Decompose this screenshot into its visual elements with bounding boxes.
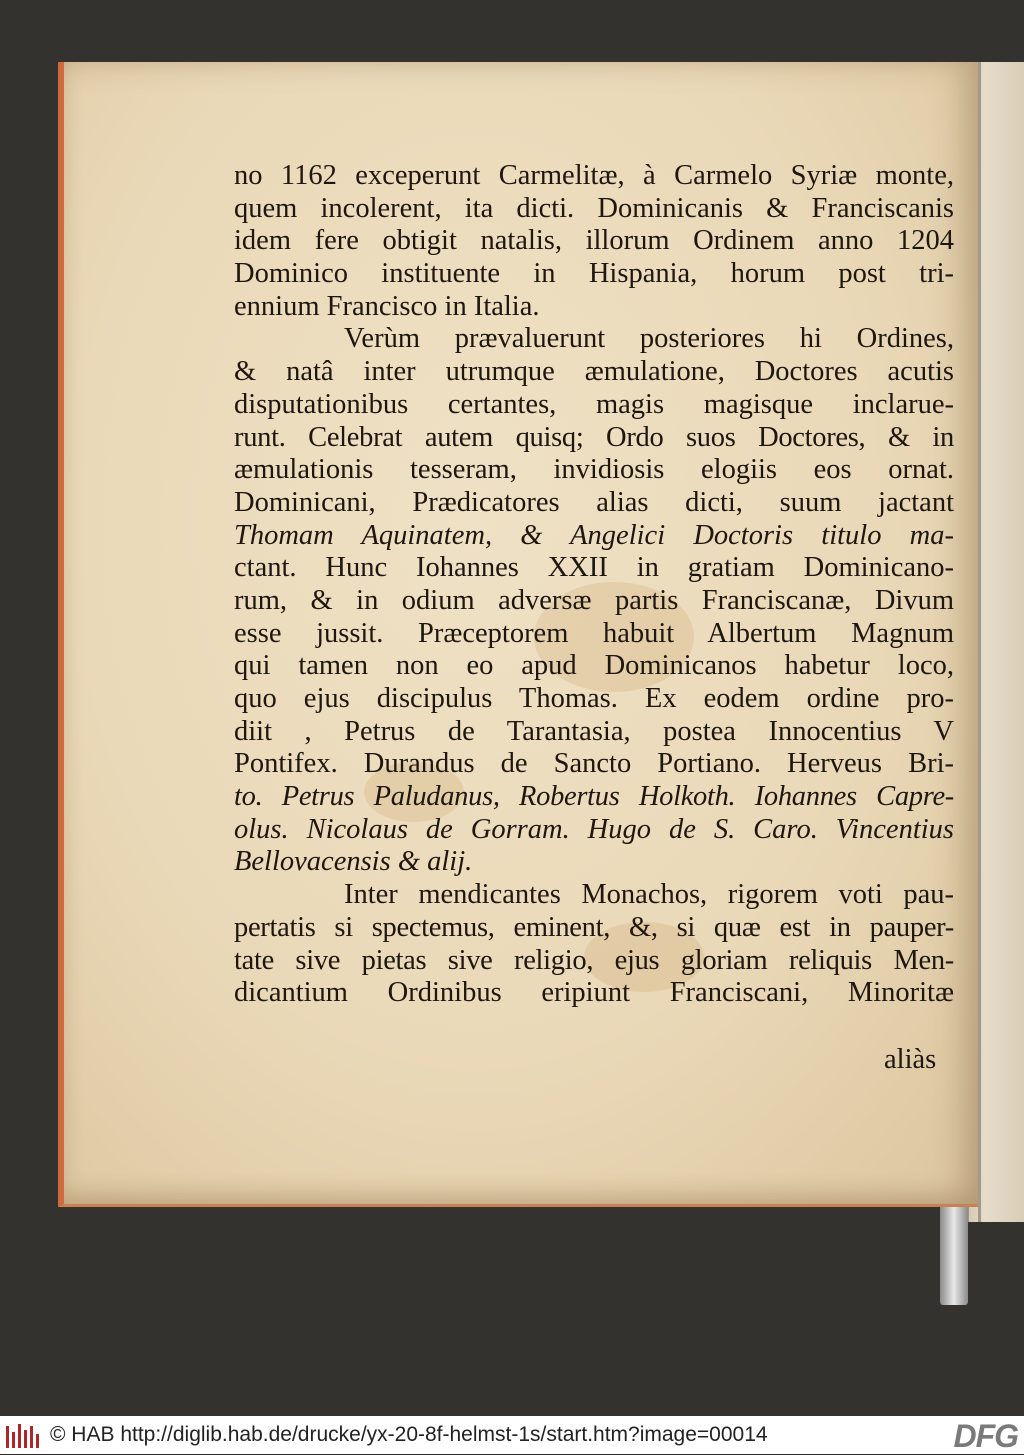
text-line: ennium Francisco in Italia. xyxy=(234,290,540,322)
text-line: disputationibus certantes, magis magisque inclarue- xyxy=(234,388,954,420)
text-line: pertatis si spectemus, eminent, &, si quæ est in pauper- xyxy=(234,911,954,943)
paragraph-start: Inter mendicantes Monachos, rigorem voti pau- xyxy=(344,879,954,911)
footer-bar xyxy=(0,1416,1024,1454)
text-line: tate sive pietas sive religio, ejus gloriam reliquis Men- xyxy=(234,944,954,976)
text-line: diit , Petrus de Tarantasia, postea Innocentius V xyxy=(234,715,954,747)
text-line: dicantium Ordinibus eripiunt Franciscani, Minoritæ xyxy=(234,977,954,1009)
text-line: rum, & in odium adversæ partis Franciscanæ, Divum xyxy=(234,584,954,616)
source-url[interactable]: © HAB http://diglib.hab.de/drucke/yx-20-8f-helmst-1s/start.htm?image=00014 xyxy=(50,1423,768,1446)
text-line: no 1162 exceperunt Carmelitæ, à Carmelo Syriæ monte, xyxy=(234,160,954,191)
book-page xyxy=(58,62,978,1207)
text-line: idem fere obtigit natalis, illorum Ordinem anno 1204 xyxy=(234,225,954,257)
text-line: esse jussit. Præceptorem habuit Albertum Magnum xyxy=(234,617,954,649)
text-line: to. Petrus Paludanus, Robertus Holkoth. Iohannes Capre- xyxy=(234,781,954,813)
text-line: Thomam Aquinatem, & Angelici Doctoris titulo ma- xyxy=(234,519,954,551)
text-line: Bellovacensis & alij. xyxy=(234,846,473,878)
paragraph-start: Verùm prævaluerunt posteriores hi Ordines, xyxy=(344,323,954,355)
text-line: quo ejus discipulus Thomas. Ex eodem ordine pro- xyxy=(234,683,954,714)
text-line: & natâ inter utrumque æmulatione, Doctores acutis xyxy=(234,356,954,388)
text-line: Dominicani, Prædicatores alias dicti, suum jactant xyxy=(234,486,954,518)
text-line: runt. Celebrat autem quisq; Ordo suos Doctores, & in xyxy=(234,421,954,453)
barcode-icon xyxy=(6,1422,42,1448)
text-line: Dominico instituente in Hispania, horum post tri- xyxy=(234,258,954,290)
dfg-logo: DFG xyxy=(953,1418,1018,1454)
text-line: olus. Nicolaus de Gorram. Hugo de S. Caro. Vincentius xyxy=(234,813,954,845)
catchword: aliàs xyxy=(884,1044,937,1075)
text-line: ctant. Hunc Iohannes XXII in gratiam Dominicano- xyxy=(234,552,954,584)
text-line: Pontifex. Durandus de Sancto Portiano. Herveus Bri- xyxy=(234,748,954,780)
binding-clip xyxy=(940,1195,968,1305)
text-line: quem incolerent, ita dicti. Dominicanis & Franciscanis xyxy=(234,192,954,224)
text-line: æmulationis tesseram, invidiosis elogiis eos ornat. xyxy=(234,454,954,486)
page-text xyxy=(234,160,954,1010)
text-line: qui tamen non eo apud Dominicanos habetur loco, xyxy=(234,650,954,682)
